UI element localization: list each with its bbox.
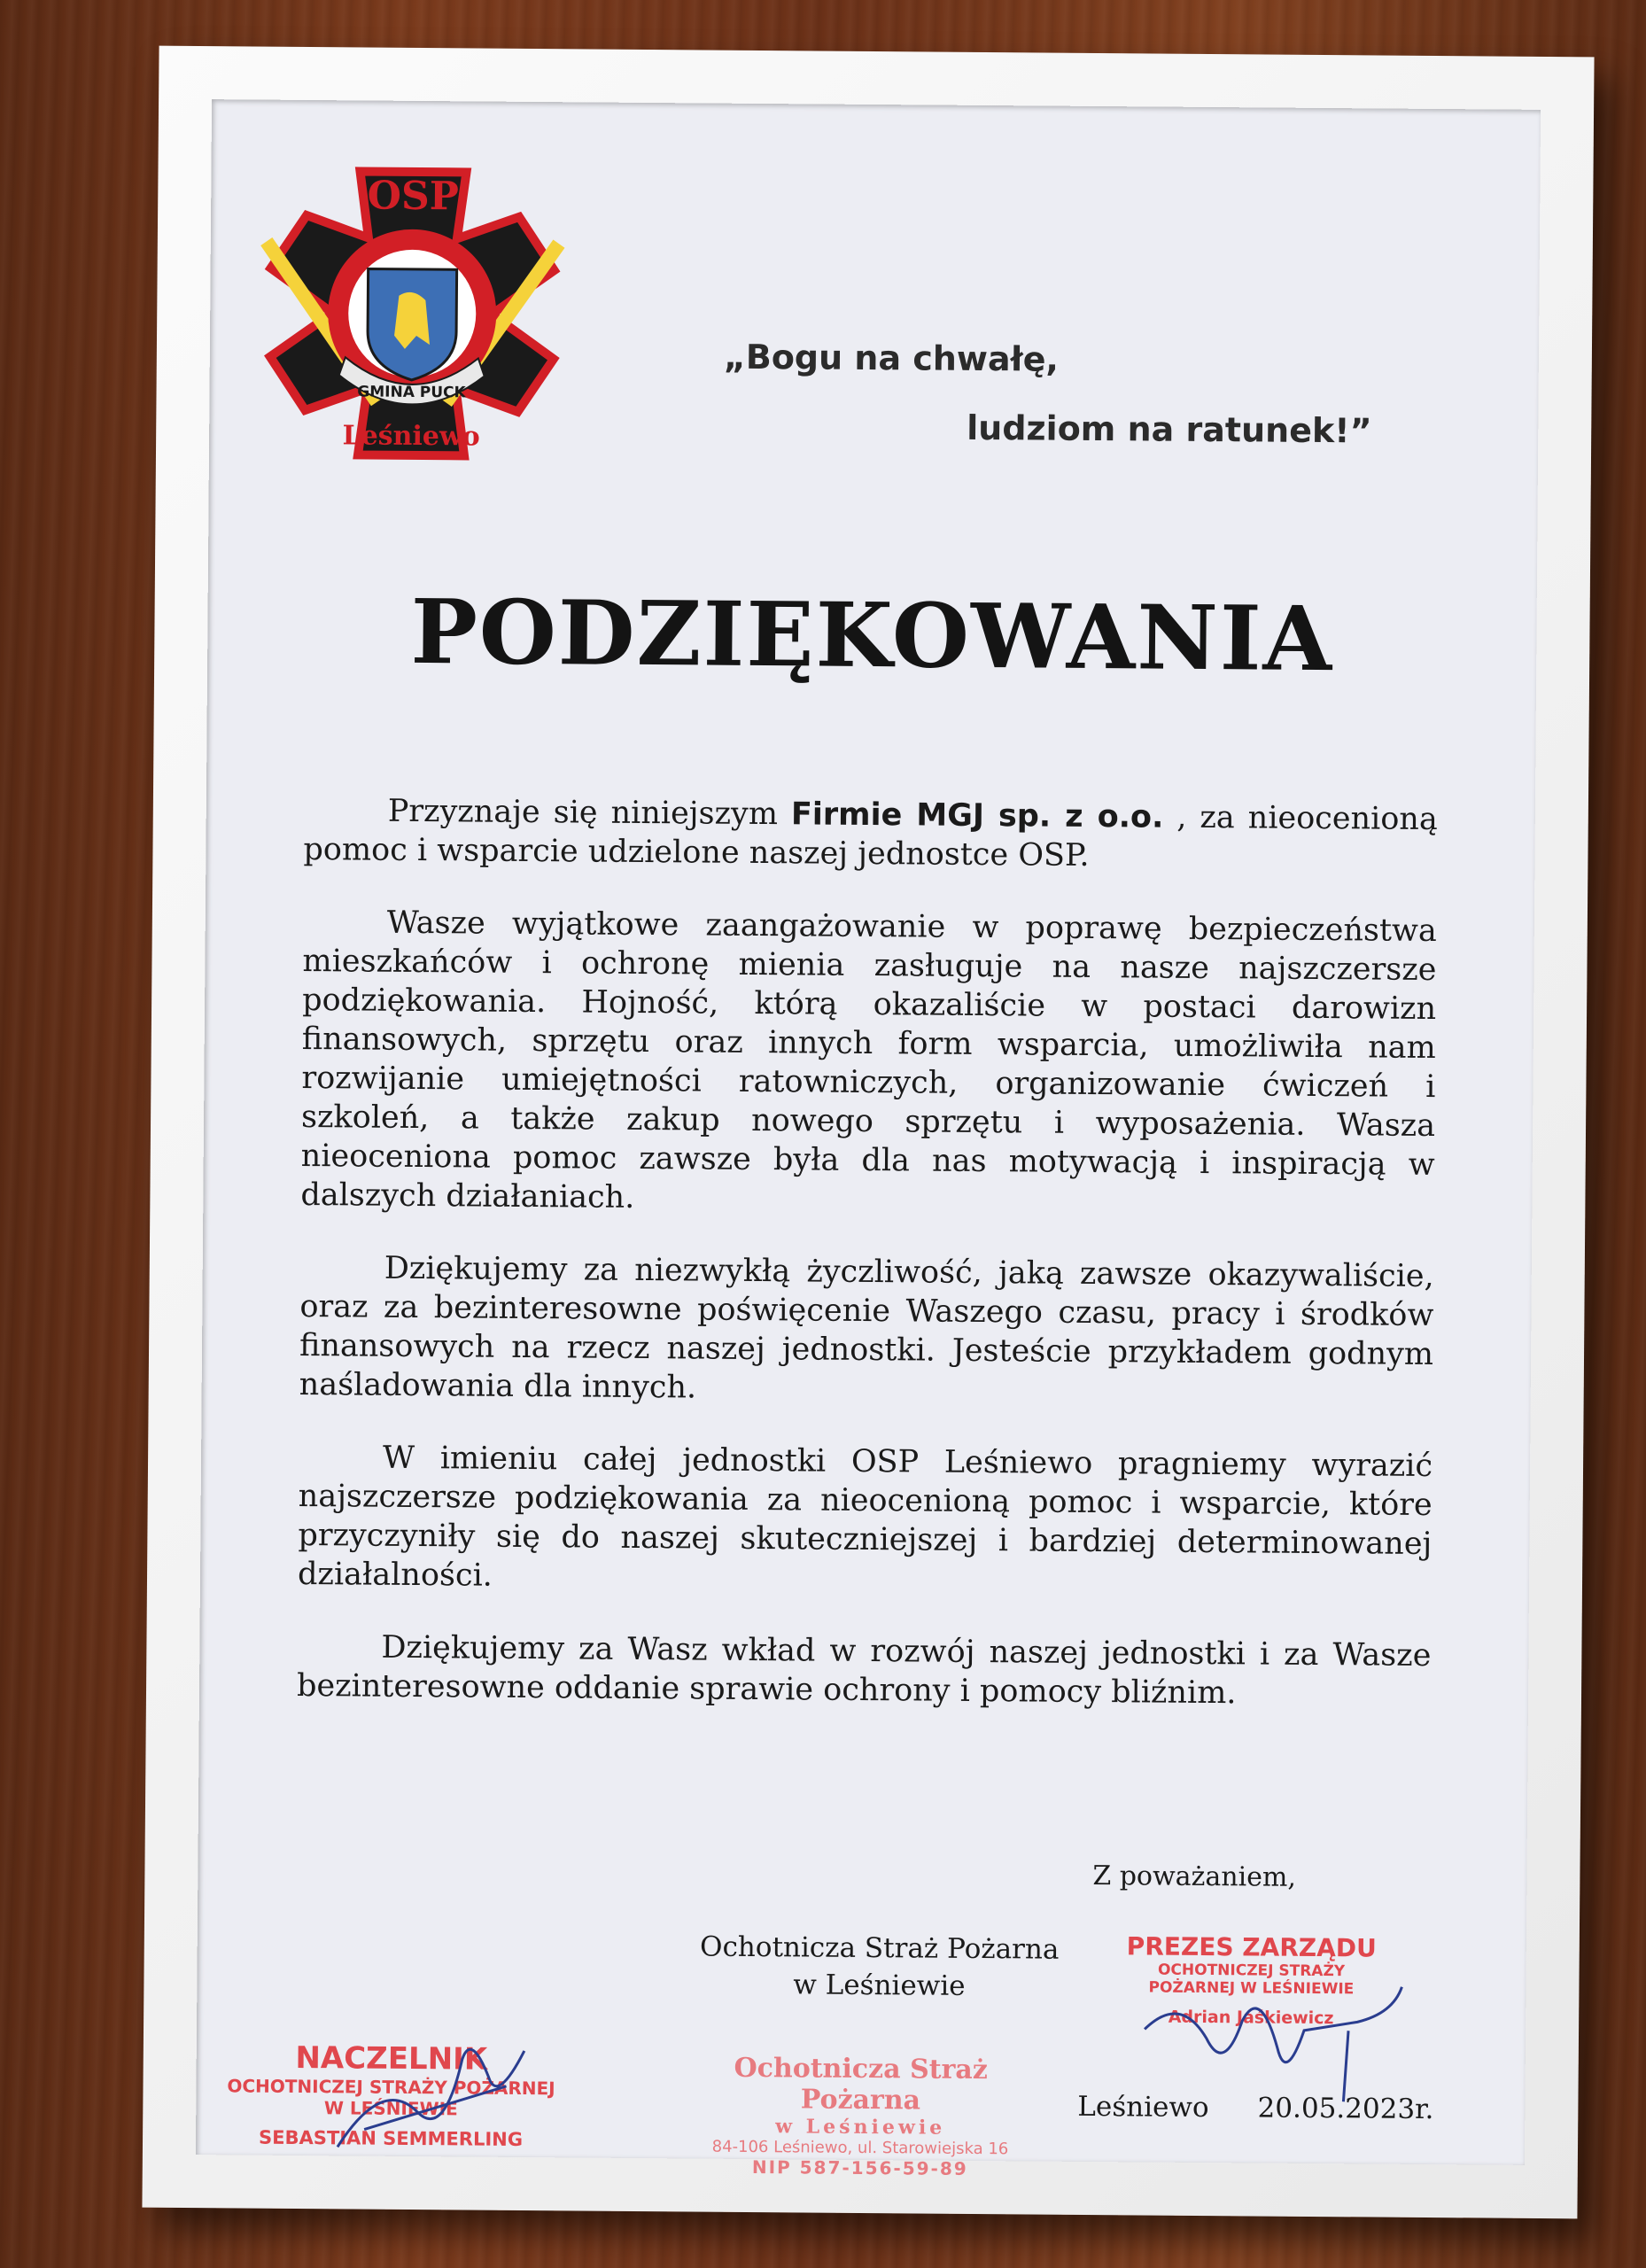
- chief-stamp-line-1: NACZELNIK: [295, 2039, 488, 2078]
- chief-stamp-name: SEBASTIAN SEMMERLING: [259, 2126, 524, 2150]
- certificate-title: PODZIĘKOWANIA: [410, 579, 1334, 692]
- paragraph-1-start: Przyznaje się niniejszym: [387, 793, 792, 833]
- president-stamp-line-2: OCHOTNICZEJ STRAŻY: [1157, 1961, 1346, 1981]
- certificate-paper: [196, 99, 1541, 2179]
- chief-stamp-line-2: OCHOTNICZEJ STRAŻY POŻARNEJ: [227, 2075, 555, 2100]
- logo-top-text: OSP: [367, 173, 460, 220]
- motto-line-1: „Bogu na chwałę,: [723, 337, 1060, 379]
- date: 20.05.2023r.: [1257, 2092, 1434, 2126]
- closing-salutation: Z poważaniem,: [1092, 1860, 1297, 1893]
- chief-stamp: [196, 2039, 586, 2150]
- logo-band-text: GMINA PUCK: [357, 383, 466, 402]
- organization-name: [657, 1928, 1101, 2006]
- motto-line-2: ludziom na ratunek!”: [967, 408, 1372, 451]
- picture-frame: [142, 46, 1594, 2219]
- place-and-date: [1077, 2091, 1482, 2126]
- president-stamp-line-1: PREZES ZARZĄDU: [1126, 1931, 1377, 1963]
- paragraph-1-end: , za nieocenioną pomoc i wsparcie udzielone naszej jednostce OSP.: [303, 799, 1438, 874]
- paragraph-3: Dziękujemy za niezwykłą życzliwość, jaką zawsze okazywaliście, oraz za bezinteresowne poświęcenie Waszego czasu, pracy i środków finansowych na rzecz naszej jednostki. Jesteście przykładem godnym naśladowania dla innych.: [299, 1250, 1434, 1406]
- org-line-2: w Leśniewie: [793, 1969, 966, 2002]
- president-stamp: [1118, 1931, 1385, 2028]
- org-line-1: Ochotnicza Straż Pożarna: [699, 1930, 1060, 1966]
- paragraph-1: [303, 791, 1438, 878]
- org-stamp-line-2: w Leśniewie: [775, 2115, 946, 2140]
- organization-stamp: [683, 2052, 1038, 2179]
- org-stamp-nip: NIP 587-156-59-89: [751, 2156, 968, 2179]
- company-name: Firmie MGJ sp. z o.o.: [790, 796, 1164, 835]
- paragraph-5: Dziękujemy za Wasz wkład w rozwój naszej jednostki i za Wasze bezinteresowne oddanie sprawie ochrony i pomocy bliźnim.: [296, 1629, 1432, 1712]
- certificate-body: [297, 791, 1438, 1748]
- chief-stamp-line-3: W LEŚNIEWIE: [323, 2097, 458, 2120]
- logo-bottom-text: Leśniewo: [342, 420, 480, 453]
- griffin-icon: [394, 292, 431, 349]
- org-stamp-line-1: Ochotnicza Straż Pożarna: [734, 2052, 988, 2117]
- place: Leśniewo: [1077, 2090, 1209, 2124]
- president-stamp-line-3: POŻARNEJ W LEŚNIEWIE: [1148, 1978, 1355, 1999]
- osp-logo: [252, 153, 573, 475]
- paragraph-2: Wasze wyjątkowe zaangażowanie w poprawę bezpieczeństwa mieszkańców i ochronę mienia zasługuje na nasze najszczersze podziękowania. Hojność, którą okazaliście w postaci darowizn finansowych, sprzętu oraz innych form wsparcia, umożliwiła nam rozwijanie umiejętności ratowniczych, organizowanie ćwiczeń i szkoleń, a także zakup nowego sprzętu i wyposażenia. Wasza nieoceniona pomoc zawsze była dla nas motywacją i inspiracją w dalszych działaniach.: [300, 905, 1437, 1216]
- paragraph-4: W imieniu całej jednostki OSP Leśniewo pragniemy wyrazić najszczersze podziękowania za nieocenioną pomoc i wsparcie, które przyczyniły się do naszej skuteczniejszej i bardziej determinowanej działalności.: [297, 1440, 1433, 1594]
- org-stamp-address: 84-106 Leśniewo, ul. Starowiejska 16: [711, 2137, 1009, 2159]
- president-stamp-name: Adrian Jaśkiewicz: [1168, 2007, 1334, 2029]
